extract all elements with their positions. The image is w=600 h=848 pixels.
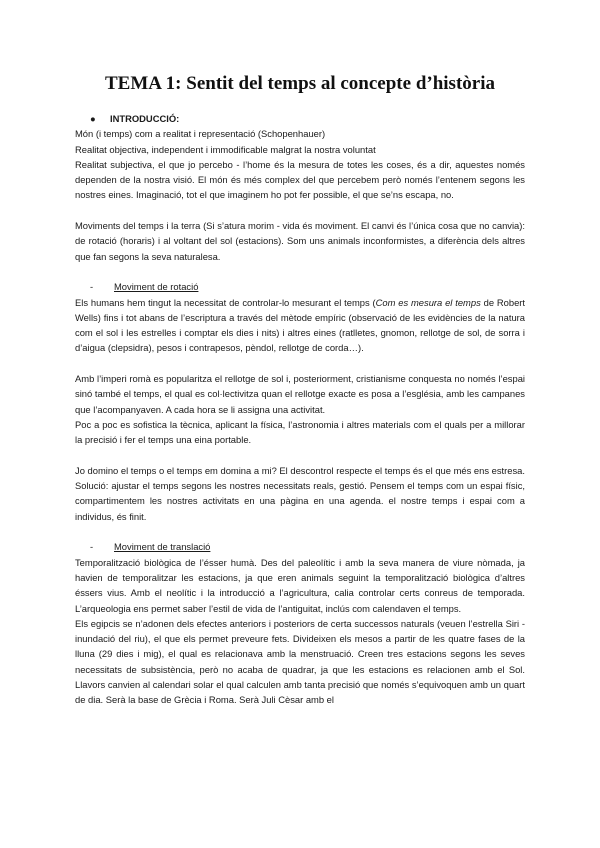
rotation-paragraph-3: Poc a poc es sofistica la tècnica, aplicant la física, l’astronomia i altres materials com el quals per a millorar la precisió i fer el temps una eina portable. — [75, 418, 525, 446]
book-title: Com es mesura el temps — [375, 296, 481, 308]
translation-paragraph-1: Temporalització biològica de l’ésser humà. Des del paleolític i amb la seva manera de viure nòmada, ja havien de temporalitzar les estacions, ja que eren animals seguint la temporalització biològica d’altres éssers vius. Amb el neolític i la introducció a l’agricultura, calia controlar certs conreus de temporada. L’arqueologia ens permet saber l’estil de vida de l’antiguitat, inclús com calendaven el temps. — [75, 556, 525, 614]
rotation-paragraph-4: Jo domino el temps o el temps em domina a mi? El descontrol respecte el temps és el que més ens estresa. Solució: ajustar el temps segons les nostres necessitats reals, gestió. Pensem el temps com un espai físic, compartimentem les nostres activitats en una pàgina en una agenda. el nostre temps i espai com a individus, és finit. — [75, 464, 525, 522]
translation-heading — [75, 539, 525, 554]
page-title: TEMA 1: Sentit del temps al concepte d’història — [104, 73, 495, 94]
dash-marker: - — [90, 281, 94, 293]
rotation-heading-label: Moviment de rotació — [114, 281, 199, 293]
translation-paragraph-2: Els egipcis se n’adonen dels efectes anteriors i posteriors de certa successos naturals (veuen l’estrella Siri - inundació del riu), el que els permet preveure fets. Divideixen els mesos a partir de les quatre fases de la lluna (29 dies i mig), el qual es relacionava amb la menstruació. Creen tres estacions segons les seves necessitats de subsistència, però no acaba de quadrar, ja que les estacions es relacionen amb el Sol. Llavors canvien al calendari solar el qual calculen amb tanta precisió que només s’equivoquen amb un quart de dia. Serà la base de Grècia i Roma. Serà Juli Cèsar amb el — [75, 617, 525, 706]
document-body — [75, 111, 525, 708]
rotation-heading — [75, 279, 525, 294]
intro-paragraph-2: Moviments del temps i la terra (Si s’atura morim - vida és moviment. El canvi és l’única cosa que no canvia): de rotació (horaris) i al voltant del sol (estacions). Som uns animals inconformistes, a diferència dels altres que fan segons la seva naturalesa. — [75, 220, 525, 262]
dash-marker: - — [90, 541, 94, 553]
intro-line-2: Realitat objectiva, independent i immodificable malgrat la nostra voluntat — [75, 143, 376, 155]
bullet-icon: ● — [90, 113, 96, 124]
intro-heading-label: INTRODUCCIÓ: — [110, 113, 180, 124]
intro-paragraph-1: Realitat subjectiva, el que jo percebo - l’home és la mesura de totes les coses, és a dir, aquestes només dependen de la nostra visió. El món és més complex del que percebem però només l’entenem segons les nostres eines. Imaginació, tot el que imaginem ho pot fer possible, el que se’ns escapa, no. — [75, 158, 525, 201]
rotation-paragraph-1: Els humans hem tingut la necessitat de controlar-lo mesurant el temps (Com es mesura el temps de Robert Wells) fins i tot abans de l’escriptura a través del mètode empíric (observació de les evidències de la natura com el sol i les estrelles i comptar els dies i nits) i altres eines (ratlletes, gnomon, rellotge de sol, de sorra i d’aigua (clepsidra), pesos i contrapesos, pèndol, rellotge de corda…). — [75, 296, 526, 354]
rotation-paragraph-2: Amb l’imperi romà es popularitza el rellotge de sol i, posteriorment, cristianisme conquesta no només l’espai sinó també el temps, el qual es col·lectivitza quan el rellotge exacte es posa a l’església, amb les campanes que l’acompanyaven. A cada hora se li assigna una activitat. — [75, 373, 525, 415]
intro-heading — [75, 111, 525, 126]
translation-heading-label: Moviment de translació — [114, 541, 211, 553]
intro-line-1: Món (i temps) com a realitat i representació (Schopenhauer) — [75, 128, 326, 140]
